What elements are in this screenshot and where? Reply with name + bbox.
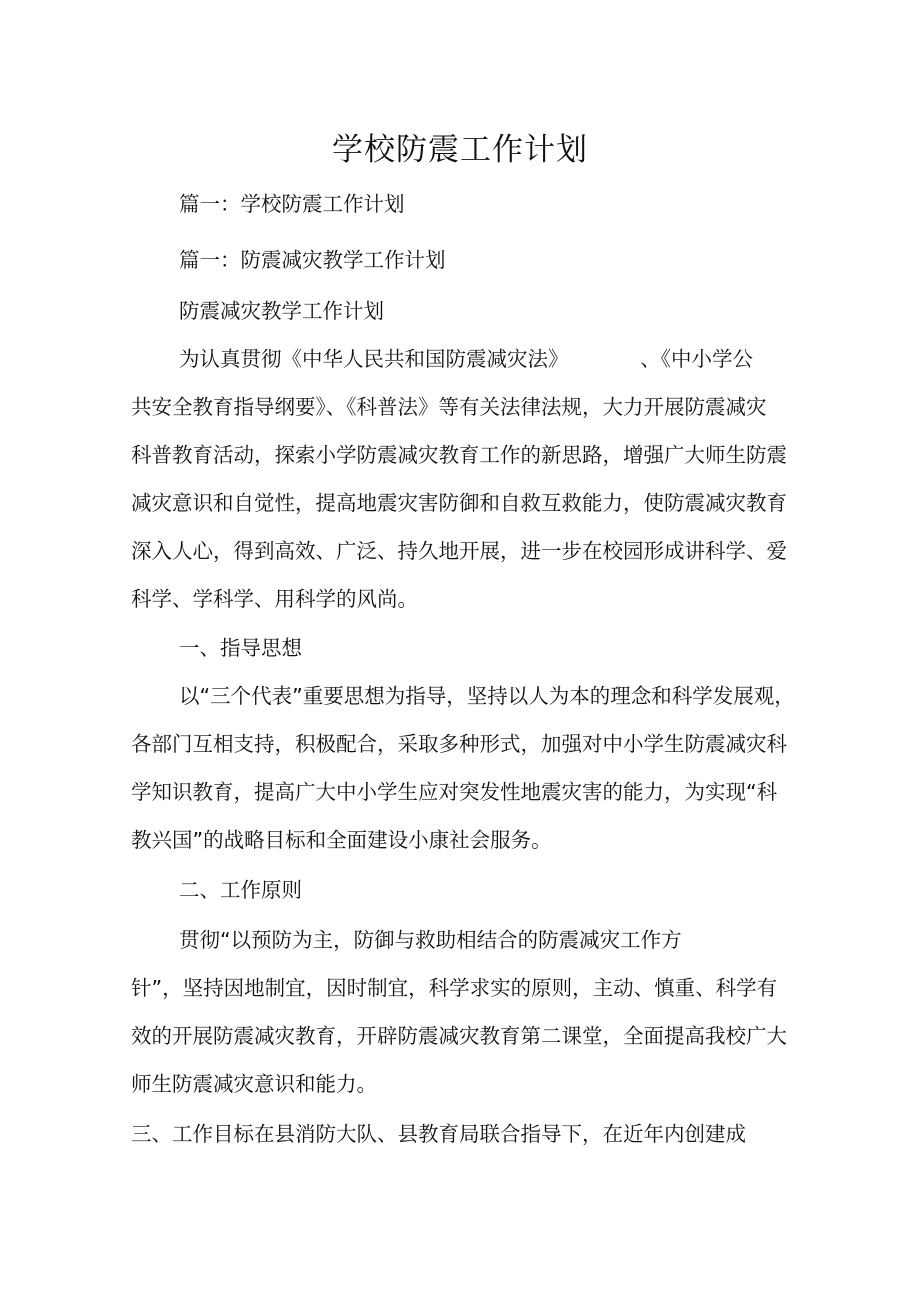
paragraph-line: 贯彻“以预防为主，防御与救助相结合的防震减灾工作方 [179, 928, 682, 952]
paragraph-line: 减灾意识和自觉性，提高地震灾害防御和自救互救能力，使防震减灾教育 [131, 491, 787, 515]
paragraph-line: 学知识教育，提高广大中小学生应对突发性地震灾害的能力，为实现“科 [131, 780, 778, 804]
paragraph-line: 科普教育活动，探索小学防震减灾教育工作的新思路，增强广大师生防震 [131, 443, 787, 467]
paragraph-line: 科学、学科学、用科学的风尚。 [131, 587, 418, 611]
paragraph-line: 共安全教育指导纲要》、《科普法》等有关法律法规，大力开展防震减灾 [131, 395, 767, 419]
section-heading-goals: 三、工作目标在县消防大队、县教育局联合指导下，在近年内创建成 [131, 1122, 746, 1146]
section-heading-2: 篇一：防震减灾教学工作计划 [179, 248, 446, 272]
section-heading-guiding: 一、指导思想 [179, 636, 302, 660]
paragraph-line: 深入人心，得到高效、广泛、持久地开展，进一步在校园形成讲科学、爱 [131, 539, 787, 563]
section-heading-1: 篇一：学校防震工作计划 [179, 192, 405, 216]
paragraph-line: 为认真贯彻《中华人民共和国防震减灾法》 、《中小学公 [179, 347, 753, 371]
paragraph-line: 以“三个代表”重要思想为指导，坚持以人为本的理念和科学发展观， [179, 684, 795, 708]
document-title: 学校防震工作计划 [332, 132, 588, 168]
paragraph-line: 教兴国”的战略目标和全面建设小康社会服务。 [131, 828, 552, 852]
paragraph-line: 针”，坚持因地制宜，因时制宜，科学求实的原则，主动、慎重、科学有 [131, 976, 778, 1000]
section-heading-principles: 二、工作原则 [179, 878, 302, 902]
paragraph-line: 各部门互相支持，积极配合，采取多种形式，加强对中小学生防震减灾科 [131, 732, 787, 756]
paragraph-line: 效的开展防震减灾教育，开辟防震减灾教育第二课堂，全面提高我校广大 [131, 1024, 787, 1048]
subtitle-line: 防震减灾教学工作计划 [179, 299, 384, 323]
paragraph-line: 师生防震减灾意识和能力。 [131, 1072, 377, 1096]
